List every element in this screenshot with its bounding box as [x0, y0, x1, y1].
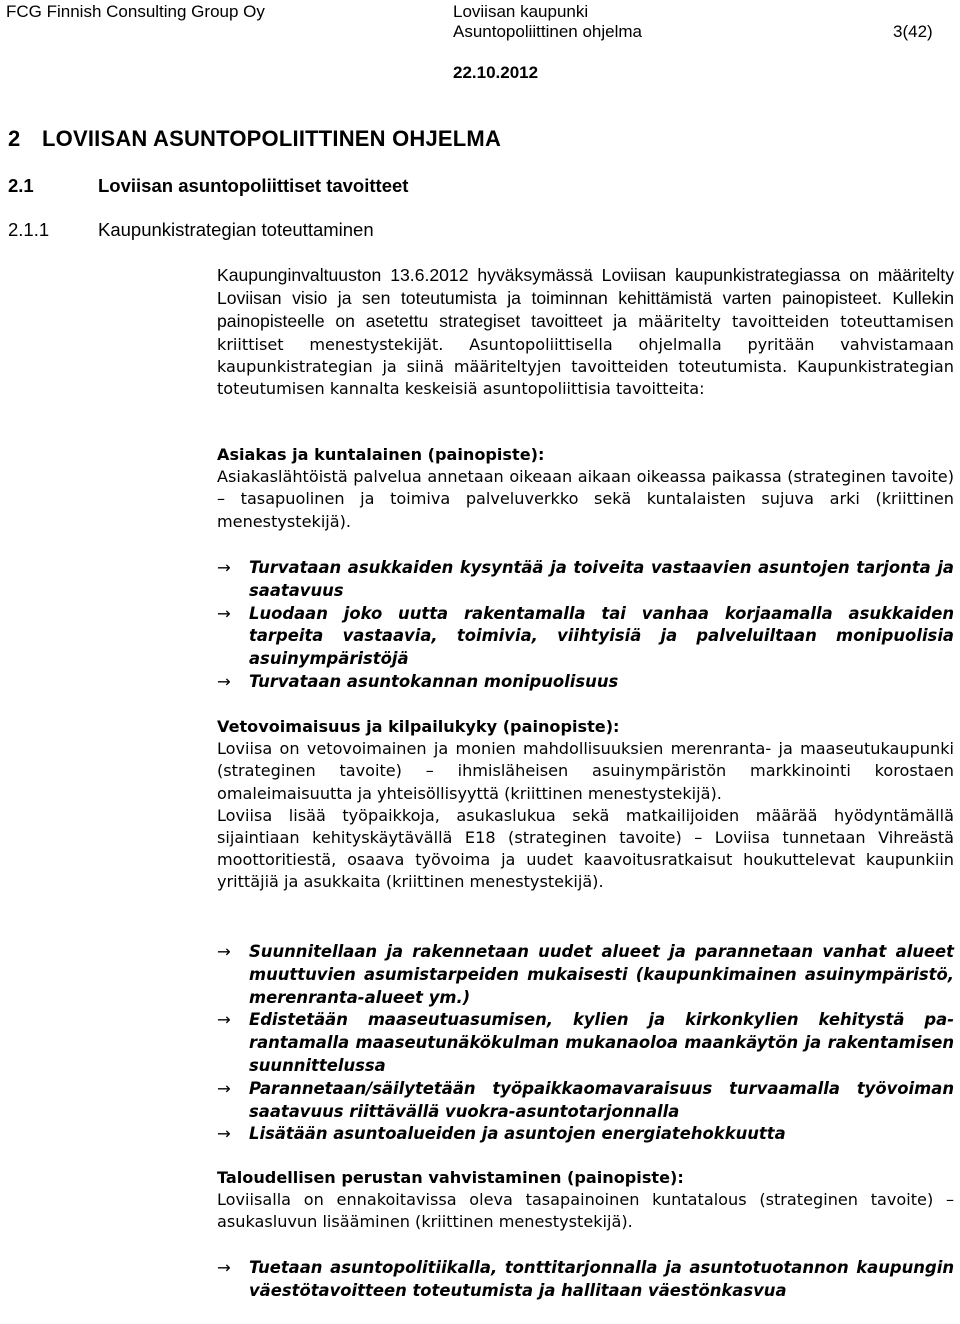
right-arrow-icon: → — [217, 603, 231, 623]
right-arrow-icon: → — [217, 1010, 231, 1030]
right-arrow-icon: → — [217, 1124, 231, 1144]
section-paragraph: Asiakaslähtöistä palvelua annetaan oikeaan aikaan oikeassa paikassa (strateginen tavoite) – tasapuolinen ja toimiva palveluverkko sekä kuntalaisten sujuva arki (kriittinen menestystekijä). — [217, 467, 954, 531]
heading-2-text: Loviisan asuntopoliittiset tavoitteet — [98, 175, 409, 196]
header-company: FCG Finnish Consulting Group Oy — [6, 2, 265, 21]
section-heading: Vetovoimaisuus ja kilpailukyky (painopiste): — [217, 717, 620, 736]
right-arrow-icon: → — [217, 942, 231, 961]
list-item-text: Suunnitellaan ja rakennetaan uudet alueet ja parannetaan vanhat alueet muuttuvien asumistarpeiden mukaisesti (kaupunkimainen asuinympäristö, merenranta-alueet ym.) — [249, 942, 954, 1007]
section-asiakas — [217, 444, 954, 533]
list-item — [217, 671, 954, 694]
section-paragraph: Loviisa lisää työpaikkoja, asukaslukua sekä matkailijoiden määrää hyödyntämällä sijaintiaan kehityskäytävällä E18 (strateginen tavoite) – Loviisa tunnetaan Vihreästä moottoritiestä, osaava työvoima ja uudet kaavoitusratkaisut houkuttelevat kaupunkiin yrittäjiä ja asukkaita (kriittinen menestystekijä). — [217, 805, 954, 892]
heading-2-number: 2.1 — [8, 175, 34, 196]
goal-list-2 — [217, 941, 954, 1146]
intro-rest-text: määritelty tavoitteiden toteuttamisen kriittiset menestystekijät. Asuntopoliittisella ohjelmalla pyritään vahvistamaan kaupunkistrategian ja siinä määriteltyjen tavoitteiden toteutumista. Kaupunkistrategian toteutumisen kannalta keskeisiä asuntopoliittisia tavoitteita: — [217, 312, 954, 399]
section-vetovoimaisuus — [217, 716, 954, 894]
header-date: 22.10.2012 — [453, 63, 539, 82]
list-item — [217, 603, 954, 671]
list-item — [217, 557, 954, 603]
intro-lead-text: Kaupunginvaltuuston 13.6.2012 hyväksymässä Loviisan kaupunkistrategiassa on määritelty Loviisan visio ja sen toteutumista ja toiminnan kehittämistä varten painopisteet. Kullekin painopisteelle on asetettu strategiset tavoitteet ja — [217, 265, 954, 332]
heading-3-number: 2.1.1 — [8, 219, 50, 240]
right-arrow-icon: → — [217, 1258, 231, 1277]
list-item — [217, 1078, 954, 1124]
section-paragraph: Loviisa on vetovoimainen ja monien mahdollisuuksien merenranta- ja maaseutukaupunki (strateginen tavoite) – ihmisläheisen asuinympäristön markkinointi korostaen omaleimaisuutta ja yhteisöllisyyttä (kriittinen menestystekijä). — [217, 739, 954, 803]
right-arrow-icon: → — [217, 1078, 231, 1098]
heading-1-text: LOVIISAN ASUNTOPOLIITTINEN OHJELMA — [42, 126, 502, 151]
section-paragraph: Loviisalla on ennakoitavissa oleva tasapainoinen kuntatalous (strateginen tavoite) – asukasluvun lisääminen (kriittinen menestystekijä). — [217, 1190, 954, 1232]
heading-3-text: Kaupunkistrategian toteuttaminen — [98, 219, 374, 240]
section-heading: Asiakas ja kuntalainen (painopiste): — [217, 445, 545, 464]
header-page-number: 3(42) — [893, 22, 933, 41]
list-item-text: Luodaan joko uutta rakentamalla tai vanhaa korjaamalla asukkaiden tarpeita vastaavia, toimivia, viihtyisiä ja palveluiltaan monipuolisia asuinympäristöjä — [249, 603, 954, 669]
right-arrow-icon: → — [217, 671, 231, 691]
intro-paragraph — [217, 264, 954, 400]
list-item-text: Turvataan asukkaiden kysyntää ja toiveita vastaavien asuntojen tarjonta ja saatavuus — [249, 558, 954, 600]
list-item-text: Turvataan asuntokannan monipuolisuus — [249, 671, 619, 691]
header-city: Loviisan kaupunki — [453, 2, 589, 21]
list-item-text: Lisätään asuntoalueiden ja asuntojen energiatehokkuutta — [249, 1124, 786, 1144]
list-item-text: Parannetaan/säilytetään työpaikkaomavaraisuus turvaamalla työvoiman saatavuus riittävällä vuokra-asuntotarjonnalla — [249, 1078, 954, 1121]
list-item — [217, 1257, 954, 1303]
list-item — [217, 1123, 954, 1146]
section-taloudellinen — [217, 1167, 954, 1234]
section-heading: Taloudellisen perustan vahvistaminen (painopiste): — [217, 1168, 684, 1187]
list-item-text: Tuetaan asuntopolitiikalla, tonttitarjonnalla ja asuntotuotannon kaupungin väestötavoitteen toteutumista ja hallitaan väestönkasvua — [249, 1258, 954, 1300]
list-item — [217, 1009, 954, 1077]
heading-1-number: 2 — [8, 126, 21, 151]
header-document-title: Asuntopoliittinen ohjelma — [453, 22, 643, 41]
list-item-text: Edistetään maaseutuasumisen, kylien ja kirkonkylien kehitystä parantamalla maaseutunäkökulman mukanaoloa maankäytön ja rakentamisen suunnittelussa — [249, 1010, 954, 1075]
goal-list-1 — [217, 557, 954, 694]
right-arrow-icon: → — [217, 558, 231, 577]
goal-list-3 — [217, 1257, 954, 1303]
list-item — [217, 941, 954, 1009]
